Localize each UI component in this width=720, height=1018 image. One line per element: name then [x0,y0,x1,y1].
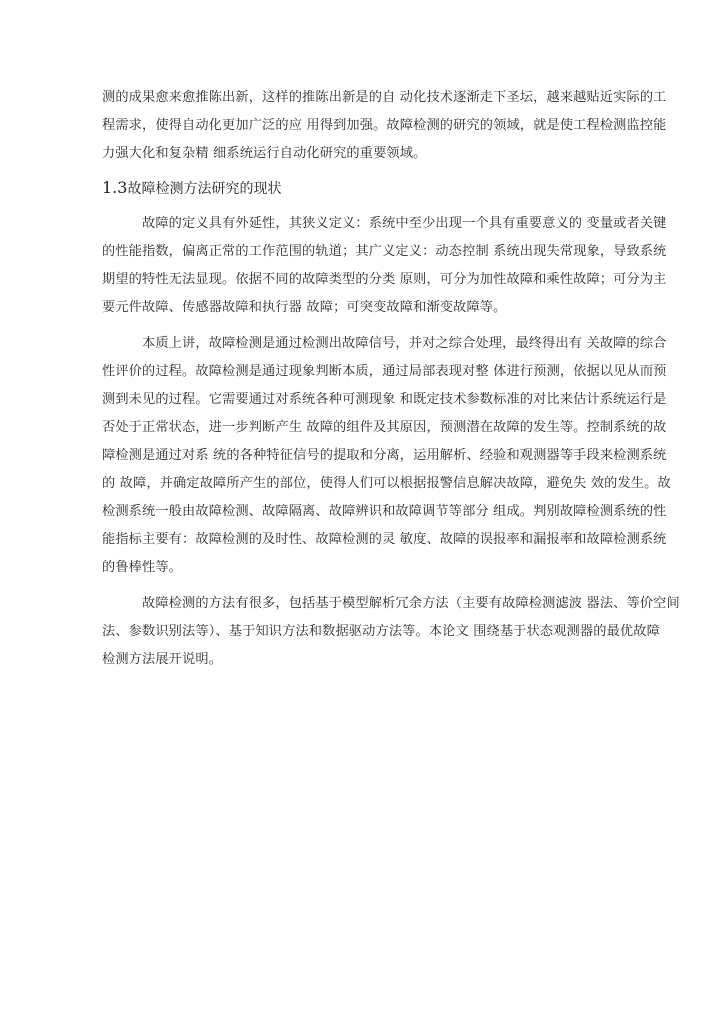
paragraph-detection-methods [102,590,680,674]
paragraph-line: 的性能指数，偏离正常的工作范围的轨道；其广义定义：动态控制 系统出现失常现象，导致系统 [102,244,667,259]
paragraph-line: 障检测是通过对系 统的各种特征信号的提取和分离，运用解析、经验和观测器等手段来检测系统 [102,448,667,463]
paragraph-line: 故障的定义具有外延性，其狭义定义：系统中至少出现一个具有重要意义的 变量或者关键 [142,216,667,231]
paragraph-line: 的 故障，并确定故障所产生的部位，使得人们可以根据报警信息解决故障，避免失 效的发生。故 [102,476,671,491]
section-title: 故障检测方法研究的现状 [127,181,282,197]
continuation-paragraph [102,84,667,168]
paragraph-line: 故障检测的方法有很多，包括基于模型解析冗余方法（主要有故障检测滤波 器法、等价空间 [142,596,680,611]
paragraph-line: 要元件故障、传感器故障和执行器 故障；可突变故障和渐变故障等。 [102,300,507,315]
document-body [102,84,680,682]
paragraph-line: 检测方法展开说明。 [102,652,223,667]
paragraph-line: 的鲁棒性等。 [102,560,183,575]
paragraph-line: 测的成果愈来愈推陈出新，这样的推陈出新是的自 动化技术逐渐走下圣坛，越来越贴近实际的工 [102,90,667,105]
paragraph-line: 程需求，使得自动化更加广泛的应 用得到加强。故障检测的研究的领域，就是使工程检测监控能 [102,118,667,133]
paragraph-fault-detection-essence [102,330,671,582]
paragraph-line: 能指标主要有：故障检测的及时性、故障检测的灵 敏度、故障的误报率和漏报率和故障检测系统 [102,532,667,547]
paragraph-line: 期望的特性无法显现。依据不同的故障类型的分类 原则，可分为加性故障和乘性故障；可分为主 [102,272,667,287]
section-number: 1.3 [102,178,128,197]
paragraph-fault-definition [102,210,667,322]
paragraph-line: 否处于正常状态，进一步判断产生 故障的组件及其原因，预测潜在故障的发生等。控制系统的故 [102,420,667,435]
paragraph-line: 检测系统一般由故障检测、故障隔离、故障辨识和故障调节等部分 组成。判别故障检测系统的性 [102,504,667,519]
paragraph-line: 性评价的过程。故障检测是通过现象判断本质，通过局部表现对整 体进行预测，依据以见从而预 [102,364,667,379]
paragraph-line: 测到未见的过程。它需要通过对系统各种可测现象 和既定技术参数标准的对比来估计系统运行是 [102,392,667,407]
section-heading [102,174,622,202]
paragraph-line: 法、参数识别法等）、基于知识方法和数据驱动方法等。本论文 围绕基于状态观测器的最优故障 [102,624,660,639]
paragraph-line: 本质上讲，故障检测是通过检测出故障信号，并对之综合处理，最终得出有 关故障的综合 [142,336,667,351]
paragraph-line: 力强大化和复杂精 细系统运行自动化研究的重要领域。 [102,146,427,161]
